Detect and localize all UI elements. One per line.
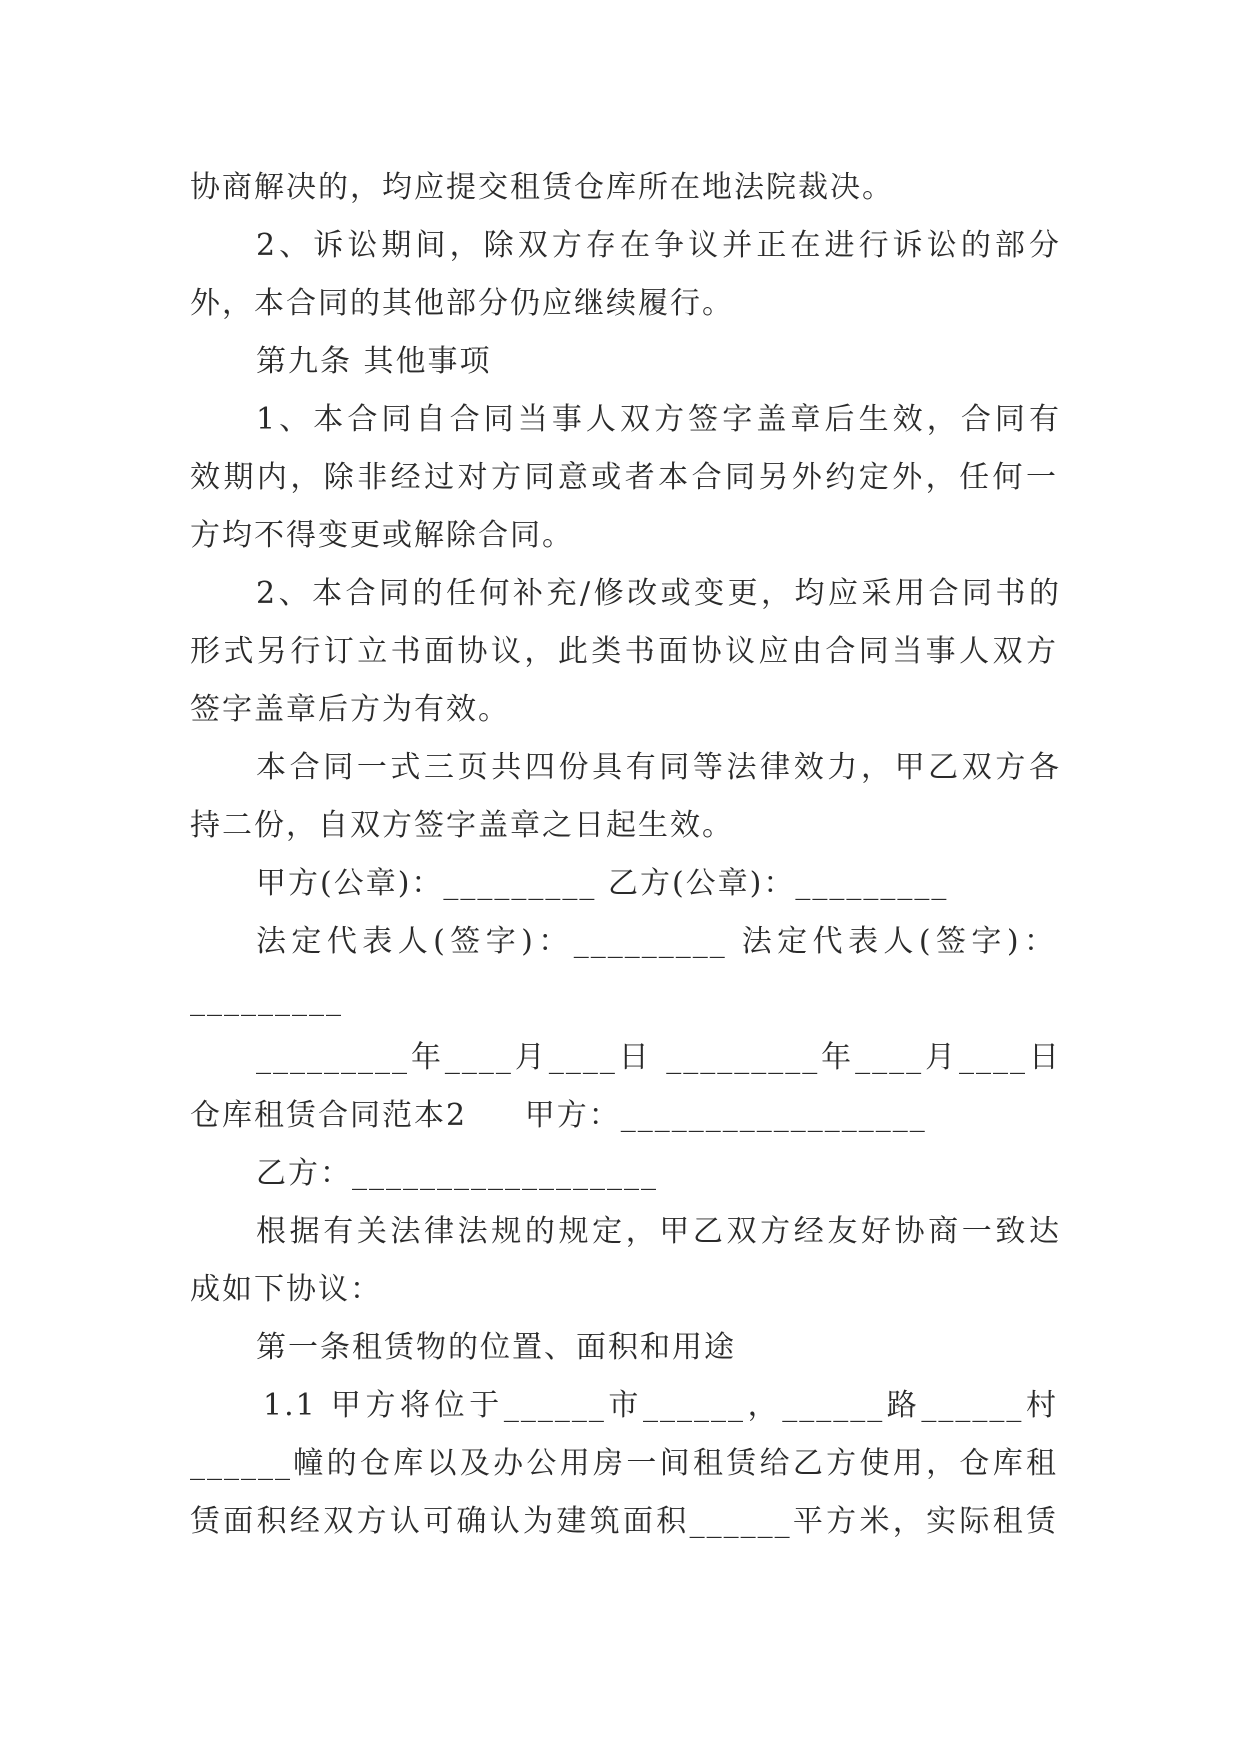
text-line: 方均不得变更或解除合同。 bbox=[190, 518, 574, 553]
text-line: 持二份，自双方签字盖章之日起生效。 bbox=[190, 808, 734, 843]
text-line: 2、诉讼期间，除双方存在争议并正在进行诉讼的部分 bbox=[256, 228, 1061, 263]
text-line: 形式另行订立书面协议，此类书面协议应由合同当事人双方 bbox=[190, 634, 1058, 669]
text-line: 协商解决的，均应提交租赁仓库所在地法院裁决。 bbox=[190, 170, 894, 205]
section-heading: 第九条 其他事项 bbox=[256, 344, 492, 379]
party-b-line: 乙方：__________________ bbox=[256, 1156, 658, 1191]
text-line: ______幢的仓库以及办公用房一间租赁给乙方使用，仓库租 bbox=[190, 1446, 1058, 1481]
signature-blank: _________ bbox=[190, 982, 343, 1017]
text-line: 本合同一式三页共四份具有同等法律效力，甲乙双方各 bbox=[256, 750, 1061, 785]
text-line: 1、本合同自合同当事人双方签字盖章后生效，合同有 bbox=[256, 402, 1061, 437]
text-line: 根据有关法律法规的规定，甲乙双方经友好协商一致达 bbox=[256, 1214, 1061, 1249]
text-line: 赁面积经双方认可确认为建筑面积______平方米，实际租赁 bbox=[190, 1504, 1058, 1539]
text-line: 效期内，除非经过对方同意或者本合同另外约定外，任何一 bbox=[190, 460, 1058, 495]
text-line: 1.1 甲方将位于______市______，______路______村 bbox=[263, 1388, 1058, 1423]
text-line: 2、本合同的任何补充/修改或变更，均应采用合同书的 bbox=[256, 576, 1061, 611]
date-line: _________年____月____日 _________年____月____日 bbox=[256, 1040, 1061, 1075]
text-line: 签字盖章后方为有效。 bbox=[190, 692, 510, 727]
signature-line-seal: 甲方(公章)：_________ 乙方(公章)：_________ bbox=[256, 866, 949, 901]
text-line: 外，本合同的其他部分仍应继续履行。 bbox=[190, 286, 734, 321]
signature-line-representative: 法定代表人(签字)：_________ 法定代表人(签字)： bbox=[256, 924, 1056, 959]
text-line: 成如下协议： bbox=[190, 1272, 382, 1307]
section-heading: 第一条租赁物的位置、面积和用途 bbox=[256, 1330, 736, 1365]
contract-title-line: 仓库租赁合同范本2 甲方：__________________ bbox=[190, 1098, 927, 1133]
